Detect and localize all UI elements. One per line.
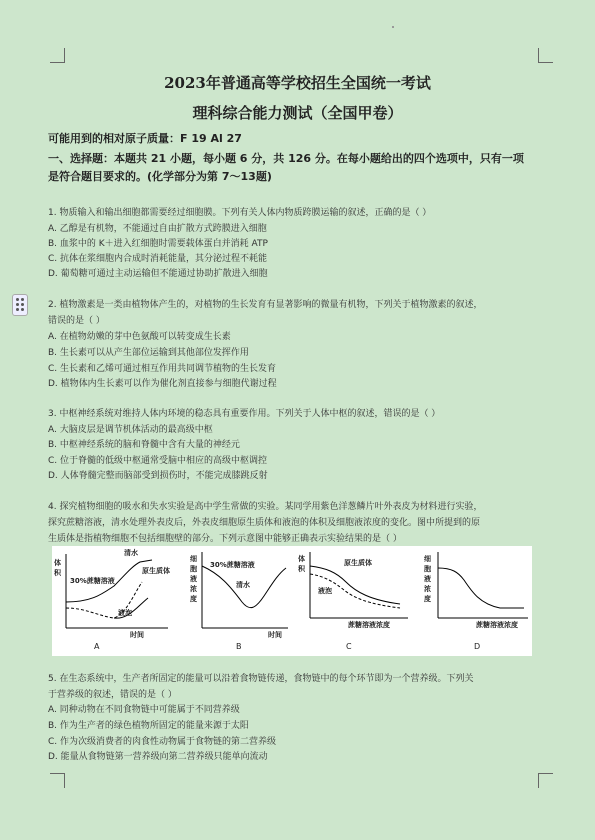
figure-b [176,546,292,656]
fig-c-ylabel-1: 体 [298,555,305,563]
q2-stem-1: 2. 植物激素是一类由植物体产生的，对植物的生长发育有显著影响的微量有机物，下列关于植物激素的叙述， [48,300,483,310]
exam-title: 2023年普通高等学校招生全国统一考试 [164,74,431,92]
fig-c-vacuole: 液泡 [318,587,332,595]
crop-mark-top-right [538,48,553,63]
fig-d-ylabel-1: 细 [424,555,431,563]
fig-b-clear-water: 清水 [236,581,250,589]
q3-option-b: B. 中枢神经系统的脑和脊髓中含有大量的神经元 [48,440,240,450]
fig-c-ylabel-2: 积 [298,565,305,573]
fig-d-letter: D [474,642,481,651]
q5-option-c: C. 作为次级消费者的肉食性动物属于食物链的第二营养级 [48,737,277,747]
fig-c-protoplast: 原生质体 [344,559,372,567]
fig-b-ylabel-4: 浓 [190,585,197,593]
fig-a-vacuole: 液泡 [118,609,132,617]
fig-d-ylabel-4: 浓 [424,585,431,593]
fig-a-ylabel-2: 积 [54,569,61,577]
drag-handle-icon[interactable] [12,294,28,316]
q5-option-b: B. 作为生产者的绿色植物所固定的能量来源于太阳 [48,721,249,731]
figure-d-plot [414,546,532,656]
fig-d-ylabel-3: 液 [424,575,431,583]
crop-mark-bottom-left [50,773,65,788]
fig-a-ylabel-1: 体 [54,559,61,567]
q4-stem-1: 4. 探究植物细胞的吸水和失水实验是高中学生常做的实验。某同学用紫色洋葱鳞片叶外表皮为材料进行实验， [48,502,483,512]
fig-b-ylabel-1: 细 [190,555,197,563]
figure-c [296,546,412,656]
q1-option-b: B. 血浆中的 K＋进入红细胞时需要载体蛋白并消耗 ATP [48,239,268,249]
fig-b-ylabel-2: 胞 [190,565,197,573]
section-instructions-2: 是符合题目要求的。(化学部分为第 7～13题) [48,170,272,183]
crop-mark-top-left [50,48,65,63]
section-instructions-1: 一、选择题：本题共 21 小题，每小题 6 分，共 126 分。在每小题给出的四个选项中，只有一项 [48,152,524,165]
crop-mark-bottom-right [538,773,553,788]
exam-subtitle: 理科综合能力测试（全国甲卷） [192,104,403,122]
figure-a [52,546,172,656]
fig-d-xlabel: 蔗糖溶液浓度 [476,621,518,629]
fig-b-letter: B [236,642,242,651]
fig-b-xlabel: 时间 [268,631,282,639]
q2-option-c: C. 生长素和乙烯可通过相互作用共同调节植物的生长发育 [48,364,277,374]
q3-option-a: A. 大脑皮层是调节机体活动的最高级中枢 [48,425,213,435]
q4-stem-3: 生质体是指植物细胞不包括细胞壁的部分。下列示意图中能够正确表示实验结果的是（ ） [48,534,402,544]
q1-option-d: D. 葡萄糖可通过主动运输但不能通过协助扩散进入细胞 [48,269,268,279]
q5-option-d: D. 能量从食物链第一营养级向第二营养级只能单向流动 [48,752,268,762]
q5-stem-1: 5. 在生态系统中，生产者所固定的能量可以沿着食物链传递，食物链中的每个环节即为一个营养级。下列关 [48,674,474,684]
q1-stem: 1. 物质输入和输出细胞都需要经过细胞膜。下列有关人体内物质跨膜运输的叙述，正确的是（ ） [48,208,432,218]
q2-stem-2: 错误的是（ ） [48,316,105,326]
fig-c-xlabel: 蔗糖溶液浓度 [348,621,390,629]
q2-option-a: A. 在植物幼嫩的芽中色氨酸可以转变成生长素 [48,332,231,342]
fig-d-ylabel-2: 胞 [424,565,431,573]
figure-a-plot [52,546,172,656]
q5-stem-2: 于营养级的叙述，错误的是（ ） [48,690,177,700]
fig-a-xlabel: 时间 [130,631,144,639]
fig-a-protoplast: 原生质体 [142,567,170,575]
fig-b-ylabel-3: 液 [190,575,197,583]
q5-option-a: A. 同种动物在不同食物链中可能属于不同营养级 [48,705,240,715]
q4-stem-2: 探究蔗糖溶液，清水处理外表皮后，外表皮细胞原生质体和液泡的体积及细胞液浓度的变化。图中所提到的原 [48,518,481,528]
fig-a-clear-water: 清水 [124,549,138,557]
q1-option-c: C. 抗体在浆细胞内合成时消耗能量，其分泌过程不耗能 [48,254,268,264]
fig-a-sucrose: 30%蔗糖溶液 [70,577,115,585]
q3-stem: 3. 中枢神经系统对维持人体内环境的稳态具有重要作用。下列关于人体中枢的叙述，错误的是（ ） [48,409,441,419]
fig-b-sucrose: 30%蔗糖溶液 [210,561,255,569]
q2-option-d: D. 植物体内生长素可以作为催化剂直接参与细胞代谢过程 [48,379,277,389]
q2-option-b: B. 生长素可以从产生部位运输到其他部位发挥作用 [48,348,249,358]
fig-b-ylabel-5: 度 [190,595,197,603]
fig-c-letter: C [346,642,352,651]
atomic-mass-line: 可能用到的相对原子质量：F 19 Al 27 [48,132,242,145]
q3-option-c: C. 位于脊髓的低级中枢通常受脑中相应的高级中枢调控 [48,456,268,466]
q3-option-d: D. 人体脊髓完整而脑部受到损伤时，不能完成膝跳反射 [48,471,268,481]
q4-figure-row [52,546,532,656]
figure-d [414,546,532,656]
fig-d-ylabel-5: 度 [424,595,431,603]
page-mark [392,26,394,28]
q1-option-a: A. 乙醇是有机物，不能通过自由扩散方式跨膜进入细胞 [48,224,267,234]
fig-a-letter: A [94,642,100,651]
